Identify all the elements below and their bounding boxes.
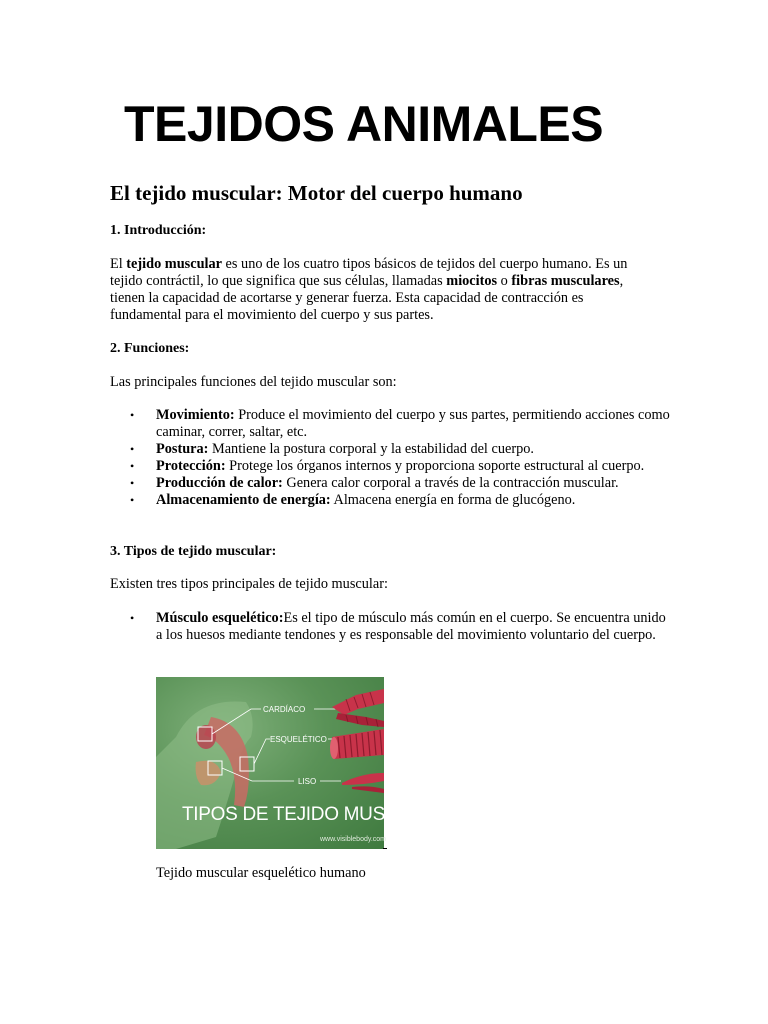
muscle-types-figure <box>156 677 448 849</box>
intro-text-3: o <box>497 273 512 289</box>
list-item <box>110 492 670 509</box>
list-item-label: Producción de calor: <box>156 475 283 491</box>
intro-paragraph <box>110 256 658 324</box>
term-fibras-musculares: fibras musculares <box>511 273 620 289</box>
figure-watermark: www.visiblebody.com <box>320 836 387 843</box>
intro-text-4: , tienen la capacidad de acortarse y generar fuerza. Esta capacidad de contracción es fundamental para el movimiento del cuerpo y sus partes. <box>110 273 624 323</box>
intro-text-2: es uno de los cuatro tipos básicos de tejidos del cuerpo humano. Es un tejido contráctil, lo que significa que sus células, llamadas <box>110 256 628 289</box>
skeletal-muscle-fiber <box>330 729 384 759</box>
bullet-icon: • <box>130 476 135 490</box>
bullet-icon: • <box>130 493 135 507</box>
types-list <box>110 610 670 644</box>
list-item-text: Produce el movimiento del cuerpo y sus partes, permitiendo acciones como caminar, correr, saltar, etc. <box>156 407 670 440</box>
list-item <box>110 610 670 644</box>
term-tejido-muscular: tejido muscular <box>126 256 222 272</box>
list-item-text: Protege los órganos internos y proporciona soporte estructural al cuerpo. <box>225 458 645 474</box>
list-item <box>110 407 670 441</box>
smooth-muscle-fiber <box>342 773 384 793</box>
functions-lead: Las principales funciones del tejido muscular son: <box>110 374 397 390</box>
term-miocitos: miocitos <box>446 273 498 289</box>
page-title: TEJIDOS ANIMALES <box>124 96 604 152</box>
bullet-icon: • <box>130 442 135 456</box>
list-item-text: Mantiene la postura corporal y la estabilidad del cuerpo. <box>208 441 534 457</box>
list-item-label: Movimiento: <box>156 407 235 423</box>
list-item-text: Almacena energía en forma de glucógeno. <box>330 492 576 508</box>
list-item-label: Protección: <box>156 458 226 474</box>
list-item <box>110 441 670 458</box>
bullet-icon: • <box>130 459 135 473</box>
cardiac-label: CARDÍACO <box>263 705 306 714</box>
smooth-label: LISO <box>298 777 317 786</box>
cardiac-muscle-fiber <box>332 689 384 727</box>
bullet-icon: • <box>130 408 135 422</box>
figure-caption: Tejido muscular esquelético humano <box>156 865 366 881</box>
document-subtitle: El tejido muscular: Motor del cuerpo humano <box>110 181 523 205</box>
section-heading-intro: 1. Introducción: <box>110 223 207 238</box>
heart-shape <box>196 725 216 749</box>
list-item-label: Músculo esquelético: <box>156 610 284 626</box>
skeletal-label: ESQUELÉTICO <box>270 735 327 744</box>
types-lead: Existen tres tipos principales de tejido muscular: <box>110 576 388 592</box>
list-item <box>110 458 670 475</box>
figure-banner-text: TIPOS DE TEJIDO MUSCULAR <box>182 804 448 825</box>
skeletal-connector-line <box>254 739 270 764</box>
list-item-label: Postura: <box>156 441 209 457</box>
bullet-icon: • <box>130 611 135 625</box>
list-item-label: Almacenamiento de energía: <box>156 492 331 508</box>
list-item <box>110 475 670 492</box>
functions-list <box>110 407 670 509</box>
muscle-types-illustration <box>156 677 448 849</box>
list-item-text: Genera calor corporal a través de la contracción muscular. <box>282 475 619 491</box>
list-item-text: Es el tipo de músculo más común en el cuerpo. Se encuentra unido a los huesos mediante tendones y es responsable del movimiento voluntario del cuerpo. <box>156 610 666 643</box>
section-heading-types: 3. Tipos de tejido muscular: <box>110 544 277 559</box>
section-heading-functions: 2. Funciones: <box>110 341 190 356</box>
figure-anchor-mark <box>383 848 387 849</box>
intro-text-1: El <box>110 256 127 272</box>
